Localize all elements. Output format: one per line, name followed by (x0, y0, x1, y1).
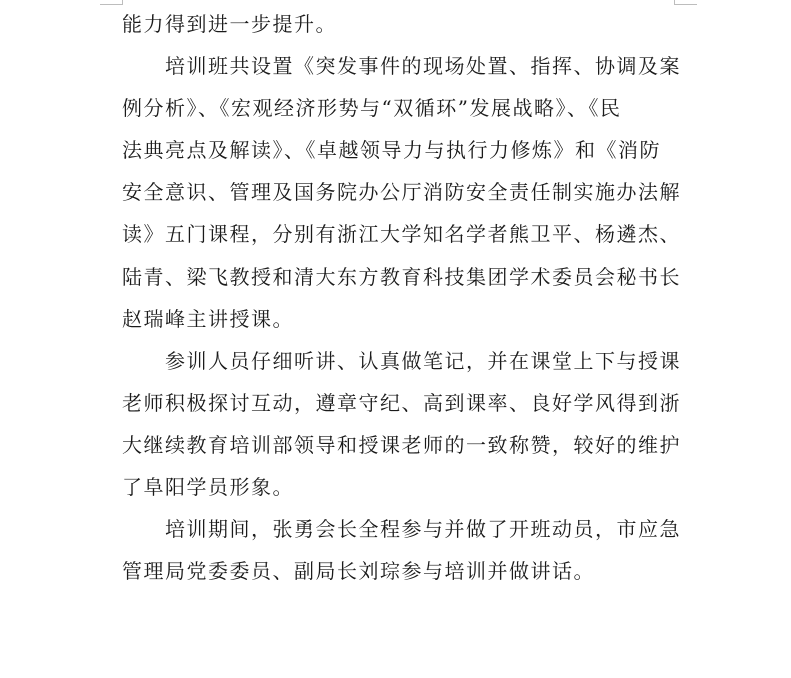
text-line: 培训期间，张勇会长全程参与并做了开班动员，市应急 (165, 517, 681, 542)
text-line: 法典亮点及解读》、《卓越领导力与执行力修炼》和《消防 (122, 138, 661, 163)
text-line: 培训班共设置《突发事件的现场处置、指挥、协调及案 (165, 54, 681, 79)
text-line: 老师积极探讨互动，遵章守纪、高到课率、良好学风得到浙 (122, 390, 681, 415)
text-line: 赵瑞峰主讲授课。 (122, 306, 294, 331)
text-line: 参训人员仔细听讲、认真做笔记，并在课堂上下与授课 (165, 348, 681, 373)
page-corner-mark-left (100, 0, 123, 5)
document-body (122, 3, 682, 592)
text-line: 管理局党委委员、副局长刘琮参与培训并做讲话。 (122, 559, 595, 584)
text-line: 陆青、梁飞教授和清大东方教育科技集团学术委员会秘书长 (122, 264, 681, 289)
text-line: 了阜阳学员形象。 (122, 475, 294, 500)
text-line: 大继续教育培训部领导和授课老师的一致称赞，较好的维护 (122, 432, 681, 457)
text-line: 例分析》、《宏观经济形势与“双循环”发展战略》、《民 (122, 96, 622, 121)
text-line: 安全意识、管理及国务院办公厅消防安全责任制实施办法解 (122, 180, 681, 205)
text-line: 读》五门课程，分别有浙江大学知名学者熊卫平、杨遴杰、 (122, 222, 681, 247)
text-line: 能力得到进一步提升。 (122, 12, 337, 36)
